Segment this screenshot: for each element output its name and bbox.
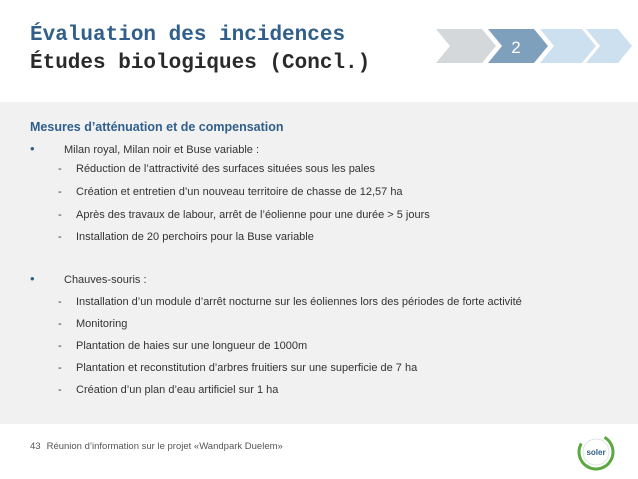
list-item-text: Monitoring <box>76 318 128 330</box>
list-item: - Après des travaux de labour, arrêt de l’éolienne pour une durée > 5 jours <box>58 209 430 221</box>
title-line-1: Évaluation des incidences <box>30 24 346 47</box>
list-item: - Installation d’un module d’arrêt nocturne sur les éoliennes lors des périodes de forte activité <box>58 296 522 308</box>
chevron-step-3 <box>540 29 596 63</box>
page-number: 43 <box>30 441 41 452</box>
slide-title <box>30 22 370 78</box>
list-item-text: Plantation et reconstitution d’arbres fruitiers sur une superficie de 7 ha <box>76 362 418 374</box>
title-line-2: Études biologiques (Concl.) <box>30 52 371 75</box>
list-item-text: Réduction de l’attractivité des surfaces situées sous les pales <box>76 163 375 175</box>
bullet-bats <box>30 271 147 286</box>
list-item: - Installation de 20 perchoirs pour la Buse variable <box>58 231 314 243</box>
list-item-text: Plantation de haies sur une longueur de 1000m <box>76 340 308 352</box>
progress-chevrons <box>436 29 632 63</box>
list-item-text: Création d’un plan d’eau artificiel sur 1 ha <box>76 384 279 396</box>
bullet-label: Milan royal, Milan noir et Buse variable : <box>64 144 260 156</box>
list-item-text: Création et entretien d’un nouveau territoire de chasse de 12,57 ha <box>76 186 403 198</box>
logo-text: soler <box>586 448 606 457</box>
chevron-step-number: 2 <box>511 38 521 57</box>
chevron-step-1 <box>436 29 496 63</box>
soler-logo <box>576 432 616 472</box>
list-item-text: Installation de 20 perchoirs pour la Buse variable <box>76 231 314 243</box>
bullet-dot: • <box>30 271 35 286</box>
footer <box>30 441 283 452</box>
list-item: - Plantation et reconstitution d’arbres fruitiers sur une superficie de 7 ha <box>58 362 418 374</box>
list-item: - Monitoring <box>58 318 128 330</box>
list-item-text: Après des travaux de labour, arrêt de l’éolienne pour une durée > 5 jours <box>76 209 430 221</box>
list-item: - Création d’un plan d’eau artificiel sur 1 ha <box>58 384 279 396</box>
bullet-label: Chauves-souris : <box>64 274 147 286</box>
bullet-birds <box>30 141 259 156</box>
bullet-dot: • <box>30 141 35 156</box>
list-item-text: Installation d’un module d’arrêt nocturne sur les éoliennes lors des périodes de forte activité <box>76 296 522 308</box>
list-item: - Réduction de l’attractivité des surfaces situées sous les pales <box>58 163 375 175</box>
footer-text: Réunion d’information sur le projet «Wandpark Duelem» <box>46 441 283 452</box>
list-item: - Création et entretien d’un nouveau territoire de chasse de 12,57 ha <box>58 186 403 198</box>
list-item: - Plantation de haies sur une longueur de 1000m <box>58 340 308 352</box>
section-title: Mesures d’atténuation et de compensation <box>30 120 284 134</box>
